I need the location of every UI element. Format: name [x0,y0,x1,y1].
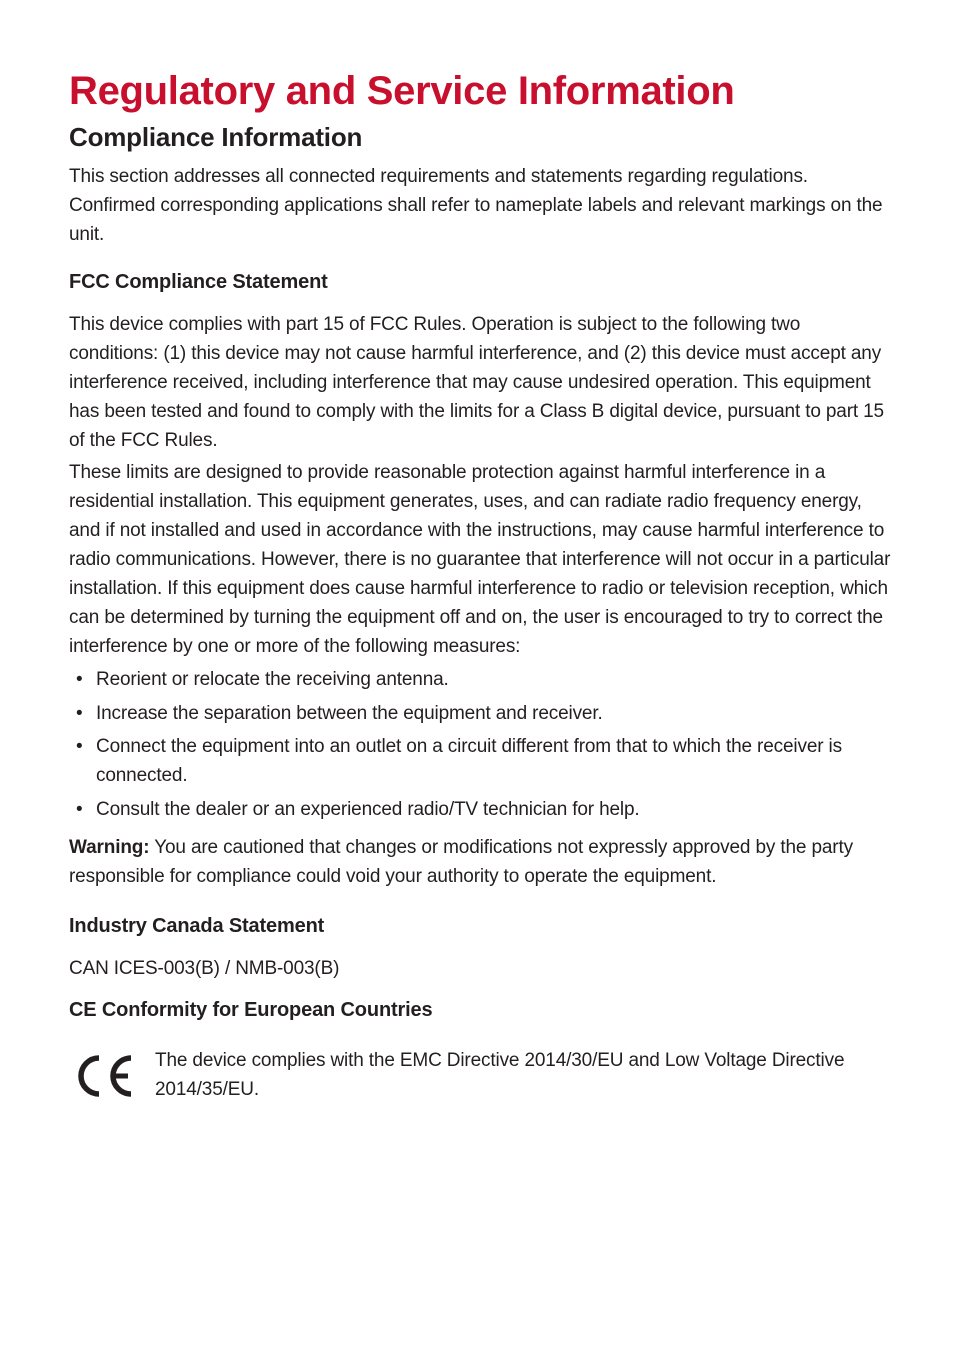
list-item [69,795,894,824]
bullet-icon: • [76,669,83,690]
warning-paragraph [69,833,894,891]
industry-canada-heading: Industry Canada Statement [69,914,325,937]
intro-paragraph: This section addresses all connected requirements and statements regarding regulations. Confirmed corresponding applications shall refer to nameplate labels and relevant markings on the unit. [69,166,883,245]
fcc-paragraph-1: This device complies with part 15 of FCC Rules. Operation is subject to the following two conditions: (1) this device may not cause harmful interference, and (2) this device must accept any interference received, including interference that may cause undesired operation. This equipment has been tested and found to comply with the limits for a Class B digital device, pursuant to part 15 of the FCC Rules. [69,314,884,451]
ce-text: The device complies with the EMC Directive 2014/30/EU and Low Voltage Directive 2014/35/EU. [155,1049,845,1100]
page-title: Regulatory and Service Information [69,69,735,113]
measure-text: Consult the dealer or an experienced radio/TV technician for help. [96,798,640,820]
ce-mark-icon [75,1054,135,1098]
list-item [69,665,894,694]
measure-text: Increase the separation between the equipment and receiver. [96,702,603,724]
fcc-heading: FCC Compliance Statement [69,271,328,293]
bullet-icon: • [76,736,83,757]
list-item [69,699,894,728]
bullet-icon: • [76,702,83,724]
warning-label: Warning: [69,836,150,858]
fcc-paragraph-2: These limits are designed to provide reasonable protection against harmful interference in a residential installation. This equipment generates, uses, and can radiate radio frequency energy, and if not installed and used in accordance with the instructions, may cause harmful interference to radio communications. However, there is no guarantee that interference will not occur in a particular installation. If this equipment does cause harmful interference to radio or television reception, which can be determined by turning the equipment off and on, the user is encouraged to try to correct the interference by one or more of the following measures: [69,462,891,657]
measure-text: Connect the equipment into an outlet on a circuit different from that to which the receiver is connected. [96,736,842,786]
list-item [69,732,894,790]
document-page [69,66,894,1104]
bullet-icon: • [76,798,83,820]
warning-text: You are cautioned that changes or modifications not expressly approved by the party responsible for compliance could void your authority to operate the equipment. [69,836,853,887]
ce-heading: CE Conformity for European Countries [69,998,433,1021]
section-title-compliance: Compliance Information [69,122,363,152]
measures-list [69,665,894,824]
measure-text: Reorient or relocate the receiving antenna. [96,669,449,690]
ce-statement [69,1046,894,1104]
industry-canada-text: CAN ICES-003(B) / NMB-003(B) [69,957,340,979]
